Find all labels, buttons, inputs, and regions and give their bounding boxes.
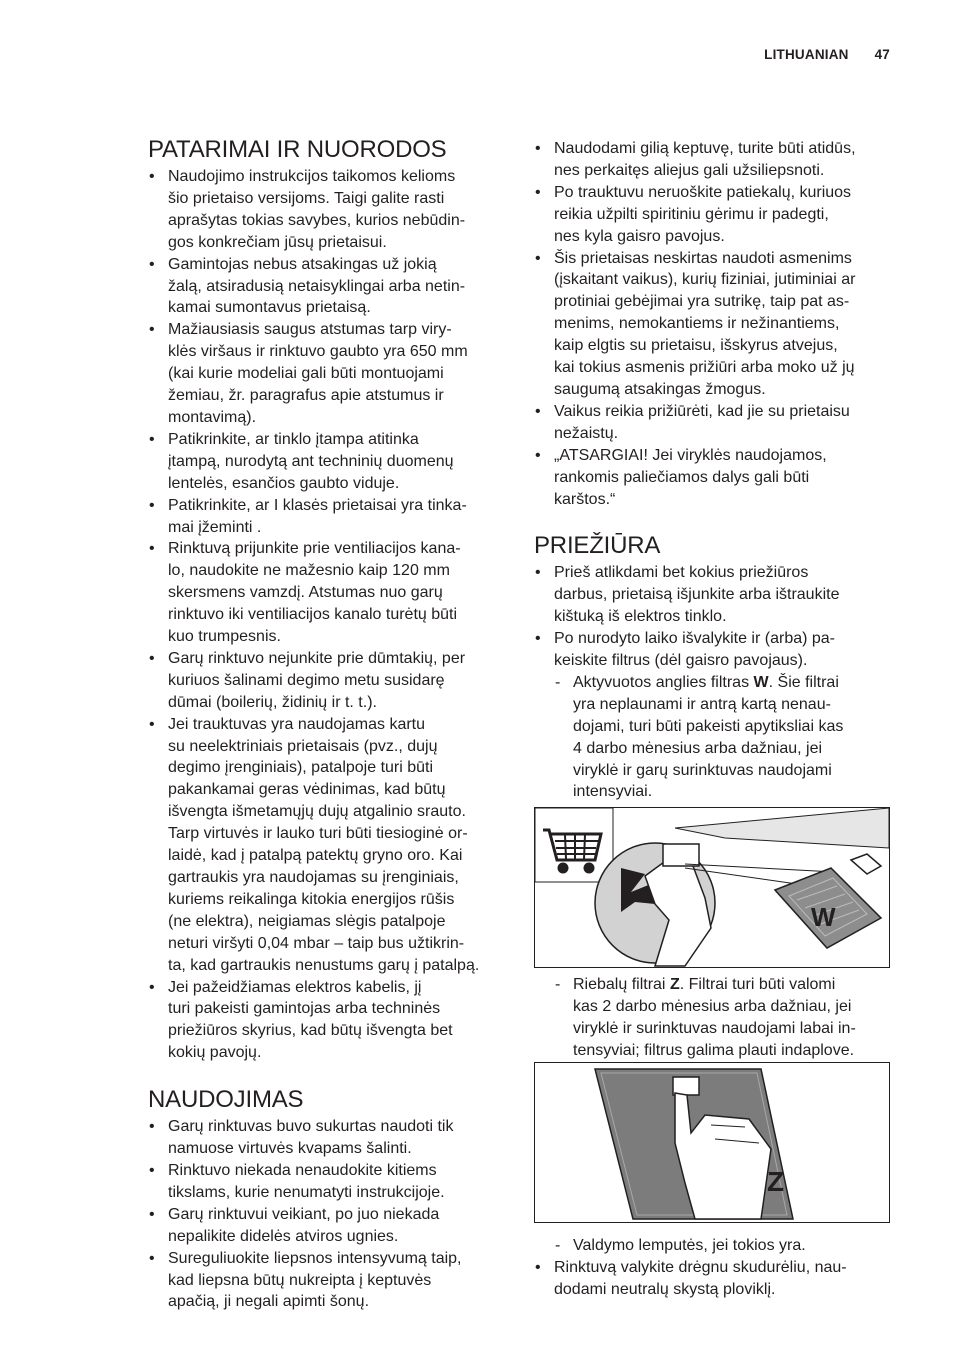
sub-item-grease-filter: - Riebalų filtrai Z. Filtrai turi būti valomi kas 2 darbo mėnesius arba dažniau, jei viryklė ir surinktuvas naudojami labai in- tensyviai; filtrus galima plauti indaplove. bbox=[534, 974, 894, 1062]
list-item: • Šis prietaisas neskirtas naudoti asmenims (įskaitant vaikus), kurių fiziniai, jutiminiai ar protiniai gebėjimai yra sutrikę, taip pat as- menims, nemokantiems ir nežinantiems, kaip elgtis su prietaisu, išskyrus atvejus, kai tokius asmenis prižiūri arba moko už jų saugumą atsakingas žmogus. bbox=[534, 248, 894, 401]
list-item: • Mažiausiasis saugus atstumas tarp viry- klės viršaus ir rinktuvo gaubto yra 650 mm (kai kurie modeliai gali būti montuojami žemiau, žr. paragrafus apie atstumus ir montavimą). bbox=[148, 319, 504, 429]
maintenance-list-2 bbox=[534, 974, 894, 1062]
usage-list bbox=[148, 1116, 504, 1313]
list-item: • Naudojimo instrukcijos taikomos kelioms šio prietaiso versijoms. Taigi galite rasti aprašytas tokias savybes, kurios nebūdin- gos konkrečiam jūsų prietaisui. bbox=[148, 166, 504, 254]
section-title-maintenance: PRIEŽIŪRA bbox=[534, 532, 661, 560]
left-column bbox=[148, 136, 504, 1313]
list-item: • Jei pažeidžiamas elektros kabelis, jį turi pakeisti gamintojas arba techninės priežiūros skyrius, kad būtų išvengta bet kokių pavojų. bbox=[148, 977, 504, 1065]
list-item: • Garų rinktuvui veikiant, po juo niekada nepalikite didelės atviros ugnies. bbox=[148, 1204, 504, 1248]
figure-charcoal-filter bbox=[534, 807, 890, 968]
list-item: • Garų rinktuvas buvo sukurtas naudoti tik namuose virtuvės kvapams šalinti. bbox=[148, 1116, 504, 1160]
page-number: 47 bbox=[874, 47, 890, 62]
tips-list bbox=[148, 166, 504, 1064]
figure-grease-filter bbox=[534, 1062, 890, 1223]
list-item: • Jei trauktuvas yra naudojamas kartu su neelektriniais prietaisais (pvz., dujų degimo įrenginiais), patalpoje turi būti pakankamai geras vėdinimas, kad būtų išvengta išmetamųjų dujų atgalinio srauto. Tarp virtuvės ir lauko turi būti tiesioginė or- laidė, kad į patalpą patektų gryno oro. Kai gartraukis yra naudojamas su įrenginiais, kuriems reikalinga kitokia energijos rūšis (ne elektra), neigiamas slėgis patalpoje neturi viršyti 0,04 mbar – taip bus užtikrin- ta, kad gartraukis nenustums garų į patalpą. bbox=[148, 714, 504, 977]
usage-list-continued bbox=[534, 138, 894, 510]
section-title-tips: PATARIMAI IR NUORODOS bbox=[148, 136, 447, 163]
list-item: • Po nurodyto laiko išvalykite ir (arba) pa- keiskite filtrus (dėl gaisro pavojaus). bbox=[534, 628, 894, 672]
maintenance-list-3 bbox=[534, 1235, 894, 1301]
list-item: • Naudodami gilią keptuvę, turite būti atidūs, nes perkaitęs aliejus gali užsiliepsnoti. bbox=[534, 138, 894, 182]
list-item: • Po trauktuvu neruoškite patiekalų, kuriuos reikia užpilti spiritiniu gėrimu ir padegti, nes kyla gaisro pavojus. bbox=[534, 182, 894, 248]
list-item: • „ATSARGIAI! Jei viryklės naudojamos, rankomis paliečiamos dalys gali būti karštos.“ bbox=[534, 445, 894, 511]
list-item: • Garų rinktuvo nejunkite prie dūmtakių, per kuriuos šalinami degimo metu susidarę dūmai (boilerių, židinių ir t. t.). bbox=[148, 648, 504, 714]
right-column bbox=[534, 138, 894, 1301]
list-item: • Rinktuvo niekada nenaudokite kitiems tikslams, kurie nenumatyti instrukcijoje. bbox=[148, 1160, 504, 1204]
list-item: • Rinktuvą valykite drėgnu skudurėliu, nau- dodami neutralų skystą ploviklį. bbox=[534, 1257, 894, 1301]
list-item: • Rinktuvą prijunkite prie ventiliacijos kana- lo, naudokite ne mažesnio kaip 120 mm skersmens vamzdį. Atstumas nuo garų rinktuvo iki ventiliacijos kanalo turėtų būti kuo trumpesnis. bbox=[148, 538, 504, 648]
section-title-usage: NAUDOJIMAS bbox=[148, 1086, 304, 1114]
sub-item-charcoal-filter: - Aktyvuotos anglies filtras W. Šie filtrai yra neplaunami ir antrą kartą nenau- dojami, turi būti pakeisti apytiksliai kas 4 darbo mėnesius arba dažniau, jei viryklė ir garų surinktuvas naudojami intensyviai. bbox=[534, 672, 894, 803]
list-item: • Sureguliuokite liepsnos intensyvumą taip, kad liepsna būtų nukreipta į keptuvės apačią, ji negali apimti šonų. bbox=[148, 1248, 504, 1314]
maintenance-list bbox=[534, 562, 894, 803]
figure-label-w: W bbox=[811, 902, 836, 933]
sub-item-indicator-lamps: - Valdymo lemputės, jei tokios yra. bbox=[534, 1235, 894, 1257]
figure-label-z: Z bbox=[767, 1166, 785, 1197]
list-item: • Prieš atlikdami bet kokius priežiūros darbus, prietaisą išjunkite arba ištraukite kištuką iš elektros tinklo. bbox=[534, 562, 894, 628]
language-label: LITHUANIAN bbox=[764, 47, 849, 62]
page-header bbox=[764, 47, 890, 62]
list-item: • Gamintojas nebus atsakingas už jokią žalą, atsiradusią netaisyklingai arba netin- kamai sumontavus prietaisą. bbox=[148, 254, 504, 320]
list-item: • Patikrinkite, ar I klasės prietaisai yra tinka- mai įžeminti . bbox=[148, 495, 504, 539]
list-item: • Vaikus reikia prižiūrėti, kad jie su prietaisu nežaistų. bbox=[534, 401, 894, 445]
list-item: • Patikrinkite, ar tinklo įtampa atitinka įtampą, nurodytą ant techninių duomenų lentelės, esančios gaubto viduje. bbox=[148, 429, 504, 495]
